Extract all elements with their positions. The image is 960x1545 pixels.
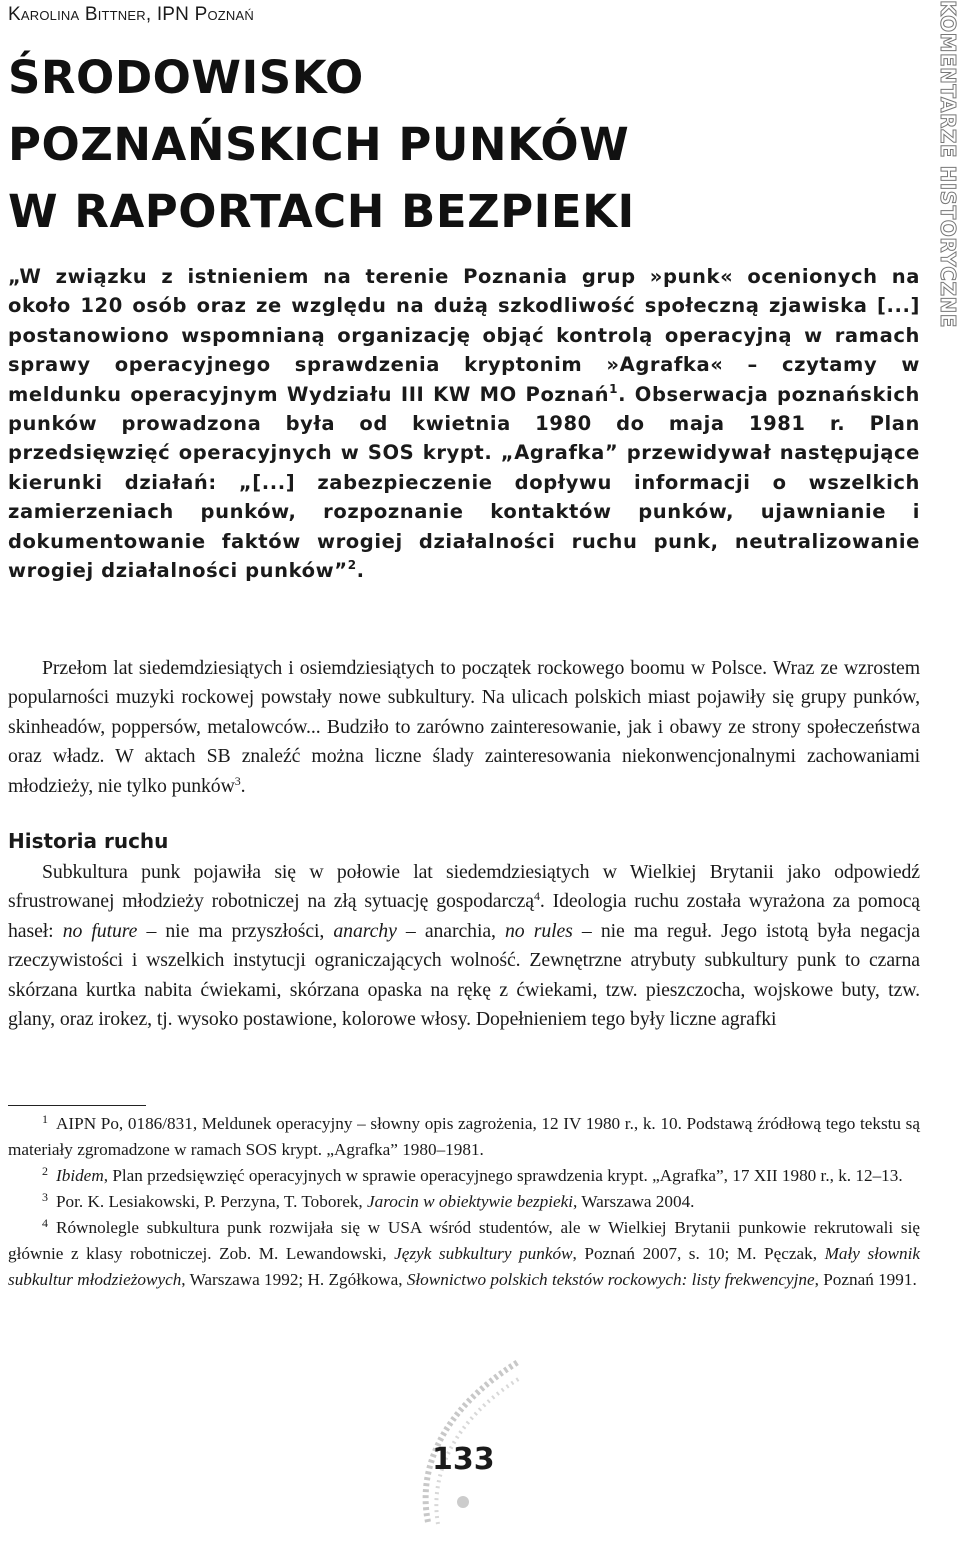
p2-text-c: – nie ma przyszłości, — [137, 919, 334, 942]
footnotes — [8, 1111, 920, 1293]
footnote-2 — [8, 1163, 920, 1189]
section-side-label: KOMENTARZE HISTORYCZNE — [936, 0, 960, 328]
footnote-ref-1: 1 — [609, 381, 619, 396]
lead-end: . — [356, 559, 365, 583]
p2-text-d: – anarchia, — [396, 919, 505, 942]
title-line-1: ŚRODOWISKO — [8, 51, 364, 104]
lead-text-b: . Obserwacja poznańskich punków prowadzona była od kwietnia 1980 do maja 1981 r. Plan przedsięwzięć operacyjnych w SOS krypt. „Agrafka” przewidywał następujące kierunki działań: „[...] zabezpieczenie dopływu informacji o wszelkich zamierzeniach punków, rozpoznanie kontaktów punków, ujawnianie i dokumentowanie faktów wrogiej działalności ruchu punk, neutralizowanie wrogiej działalności punków” — [8, 382, 920, 583]
footnote-italic: Słownictwo polskich tekstów rockowych: listy frekwencyjne — [406, 1270, 815, 1289]
footnote-ref-4: 4 — [533, 889, 540, 904]
footnote-text: , Poznań 1991. — [814, 1270, 917, 1289]
footnote-text: , Warszawa 1992; H. Zgółkowa, — [181, 1270, 407, 1289]
title-line-2: POZNAŃSKICH PUNKÓW — [8, 118, 630, 171]
title-line-3: W RAPORTACH BEZPIEKI — [8, 185, 635, 238]
paragraph-1-text: Przełom lat siedemdziesiątych i osiemdziesiątych to początek rockowego boomu w Polsce. Wraz ze wzrostem popularności muzyki rockowej powstały nowe subkultury. Na ulicach polskich miast pojawiły się grupy punków, skinheadów, poppersów, metalowców... Budziło to zarówno zainteresowanie, jak i obawy ze strony społeczeństwa oraz władz. W aktach SB znaleźć można liczne ślady zainteresowania niekonwencjonalnymi zachowaniami młodzieży, nie tylko punków — [8, 657, 920, 797]
body-paragraph-1 — [8, 654, 920, 801]
p2-no-rules: no rules — [505, 919, 573, 942]
article-title — [8, 44, 908, 245]
p2-text-b: . Ideologia ruchu została wyrażona za pomocą haseł: — [8, 890, 920, 942]
footnote-1 — [8, 1111, 920, 1163]
footnote-4 — [8, 1215, 920, 1293]
p2-text-e: – nie ma reguł. Jego istotą była negacja rzeczywistości i wszelkich instytucji ograniczających wolność. Zewnętrzne atrybuty subkultury punk to czarna skórzana kurtka nabita ćwiekami, skórzana opaska na rękę z ćwiekami, tzw. pieszczocha, wojskowe buty, tzw. glany, oraz irokez, tj. wysoko postawione, kolorowe włosy. Dopełnieniem tego były liczne agrafki — [8, 919, 920, 1031]
footnote-italic: Ibidem — [56, 1166, 104, 1185]
footnote-divider — [8, 1105, 146, 1106]
p2-anarchy: anarchy — [333, 919, 397, 942]
footnote-text: , Plan przedsięwzięć operacyjnych w sprawie operacyjnego sprawdzenia krypt. „Agrafka”, 17 XII 1980 r., k. 12–13. — [103, 1166, 903, 1185]
footnote-text: , Poznań 2007, s. 10; M. Pęczak, — [572, 1244, 825, 1263]
footnote-ref-2: 2 — [347, 558, 357, 573]
city: Poznań — [194, 4, 254, 25]
p2-no-future: no future — [62, 919, 138, 942]
footnote-ref-3: 3 — [234, 773, 241, 788]
affiliation: IPN — [156, 4, 190, 25]
author-first: Karolina — [8, 4, 80, 25]
footnote-italic: Mały słownik subkultur młodzieżowych — [8, 1244, 920, 1289]
footnote-number: 2 — [42, 1164, 48, 1178]
page-number: 133 — [432, 1442, 495, 1477]
paragraph-1-end: . — [240, 774, 246, 797]
author-header: Karolina Bittner, IPN Poznań — [8, 4, 254, 25]
footnote-number: 4 — [42, 1216, 48, 1230]
lead-text-a: „W związku z istnieniem na terenie Poznania grup »punk« ocenionych na około 120 osób oraz ze względu na dużą szkodliwość społeczną zjawiska [...] postanowiono wspomnianą organizację objąć kontrolą operacyjną w ramach sprawy operacyjnego sprawdzenia kryptonim »Agrafka« – czytamy w meldunku operacyjnym Wydziału III KW MO Poznań — [8, 265, 920, 406]
footnote-text: AIPN Po, 0186/831, Meldunek operacyjny – słowny opis zagrożenia, 12 IV 1980 r., k. 10. Podstawą źródłową tego tekstu są materiały zgromadzone w ramach SOS krypt. „Agrafka” 1980–1981. — [8, 1114, 920, 1159]
section-heading: Historia ruchu — [8, 829, 169, 853]
footnote-number: 1 — [42, 1112, 48, 1126]
lead-paragraph — [8, 262, 920, 585]
author-last: Bittner — [84, 4, 146, 25]
body-paragraph-2 — [8, 858, 920, 1034]
footnote-text: Równolegle subkultura punk rozwijała się w USA wśród studentów, ale w Wielkiej Brytanii punkowie rekrutowali się głównie z klasy robotniczej. Zob. M. Lewandowski, — [8, 1218, 920, 1263]
footnote-italic: Jarocin w obiektywie bezpieki — [367, 1192, 574, 1211]
footnote-text: , Warszawa 2004. — [573, 1192, 695, 1211]
footnote-3 — [8, 1189, 920, 1215]
footnote-text: Por. K. Lesiakowski, P. Perzyna, T. Toborek, — [56, 1192, 368, 1211]
p2-text-a: Subkultura punk pojawiła się w połowie lat siedemdziesiątych w Wielkiej Brytanii jako odpowiedź sfrustrowanej młodzieży robotniczej na złą sytuację gospodarczą — [8, 861, 920, 913]
footnote-italic: Język subkultury punków — [394, 1244, 573, 1263]
footnote-number: 3 — [42, 1190, 48, 1204]
